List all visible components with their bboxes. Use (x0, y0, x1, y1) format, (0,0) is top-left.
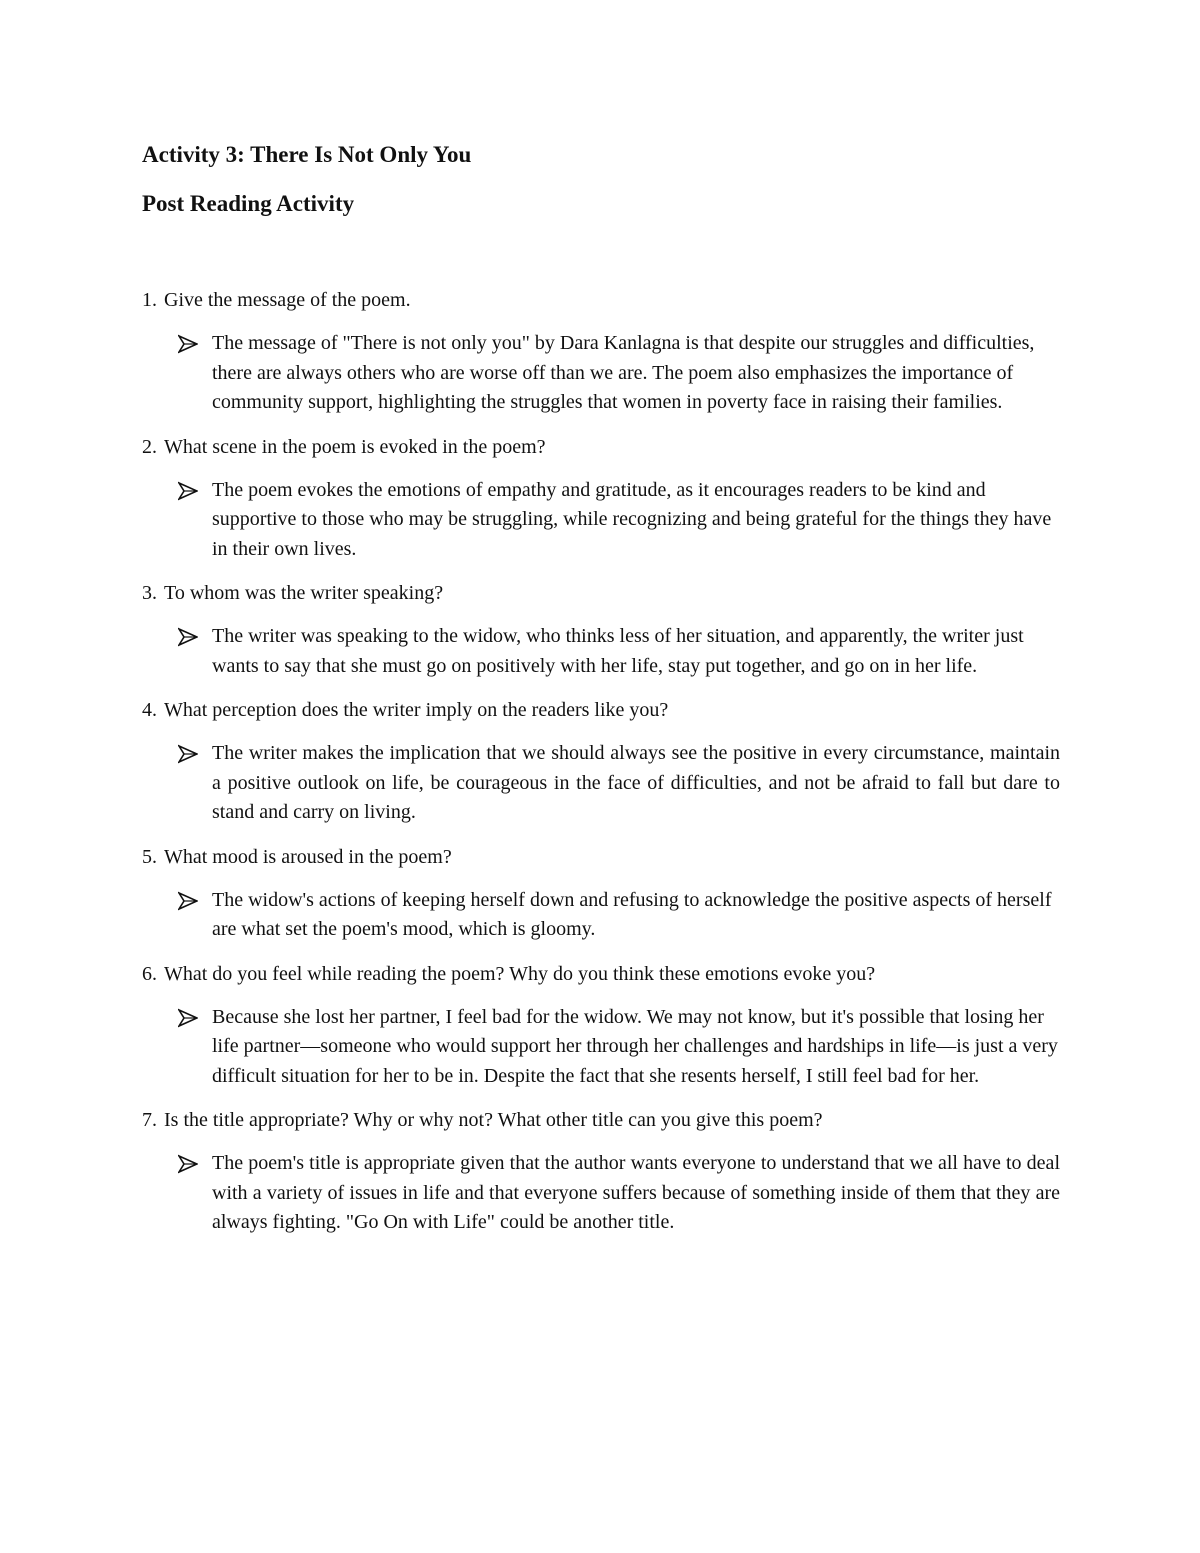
arrow-bullet-icon (178, 481, 198, 501)
answer-text: The widow's actions of keeping herself down and refusing to acknowledge the positive aspects of herself are what set the poem's mood, which is gloomy. (212, 888, 1052, 940)
arrow-bullet-icon (178, 627, 198, 647)
answer-text: The poem's title is appropriate given that the author wants everyone to understand that we all have to deal with a variety of issues in life and that everyone suffers because of something inside of them that they are always fighting. "Go On with Life" could be another title. (212, 1152, 1060, 1233)
question-number: 2. (142, 435, 157, 458)
question-text: What perception does the writer imply on the readers like you? (164, 699, 669, 721)
question-number: 5. (142, 845, 157, 868)
arrow-bullet-icon (178, 1154, 198, 1174)
question-number: 4. (142, 699, 157, 721)
arrow-bullet-icon (178, 891, 198, 911)
question-item-7 (142, 1105, 1060, 1238)
question-number: 7. (142, 1109, 157, 1131)
question-text: What mood is aroused in the poem? (164, 845, 452, 868)
answer-block (142, 329, 1060, 418)
question-text: What scene in the poem is evoked in the poem? (164, 435, 546, 458)
question-number: 1. (142, 289, 157, 311)
answer-text: The poem evokes the emotions of empathy and gratitude, as it encourages readers to be kind and supportive to those who may be struggling, while recognizing and being grateful for the things they have in their own lives. (212, 478, 1052, 560)
answer-block (142, 622, 1060, 681)
arrow-bullet-icon (178, 334, 198, 354)
question-number: 3. (142, 582, 157, 604)
question-text: What do you feel while reading the poem? Why do you think these emotions evoke you? (164, 962, 876, 985)
answer-text: The writer makes the implication that we should always see the positive in every circumstance, maintain a positive outlook on life, be courageous in the face of difficulties, and not be afraid to fall but dare to stand and carry on living. (212, 742, 1060, 823)
question-item-5 (142, 842, 1060, 945)
page-title: Activity 3: There Is Not Only You (142, 142, 472, 167)
arrow-bullet-icon (178, 1008, 198, 1028)
question-item-3 (142, 578, 1060, 681)
question-text: Give the message of the poem. (164, 289, 411, 311)
question-number: 6. (142, 962, 157, 985)
question-list (142, 285, 1060, 1252)
answer-block (142, 1003, 1060, 1092)
question-item-2 (142, 432, 1060, 565)
answer-text: The writer was speaking to the widow, who thinks less of her situation, and apparently, the writer just wants to say that she must go on positively with her life, stay put together, and go on in her life. (212, 625, 1024, 677)
question-item-4 (142, 695, 1060, 828)
question-item-6 (142, 959, 1060, 1092)
answer-text: The message of "There is not only you" by Dara Kanlagna is that despite our struggles and difficulties, there are always others who are worse off than we are. The poem also emphasizes the importance of community support, highlighting the struggles that women in poverty face in raising their families. (212, 332, 1035, 413)
answer-block (142, 739, 1060, 828)
arrow-bullet-icon (178, 744, 198, 764)
answer-block (142, 886, 1060, 945)
page-subtitle: Post Reading Activity (142, 191, 355, 216)
answer-block (142, 1149, 1060, 1238)
document-page (142, 140, 1060, 1233)
question-text: Is the title appropriate? Why or why not? What other title can you give this poem? (164, 1109, 823, 1131)
question-item-1 (142, 285, 1060, 418)
question-text: To whom was the writer speaking? (164, 582, 444, 604)
answer-block (142, 476, 1060, 565)
answer-text: Because she lost her partner, I feel bad for the widow. We may not know, but it's possible that losing her life partner—someone who would support her through her challenges and hardships in life—is just a very difficult situation for her to be in. Despite the fact that she resents herself, I still feel bad for her. (212, 1005, 1058, 1087)
